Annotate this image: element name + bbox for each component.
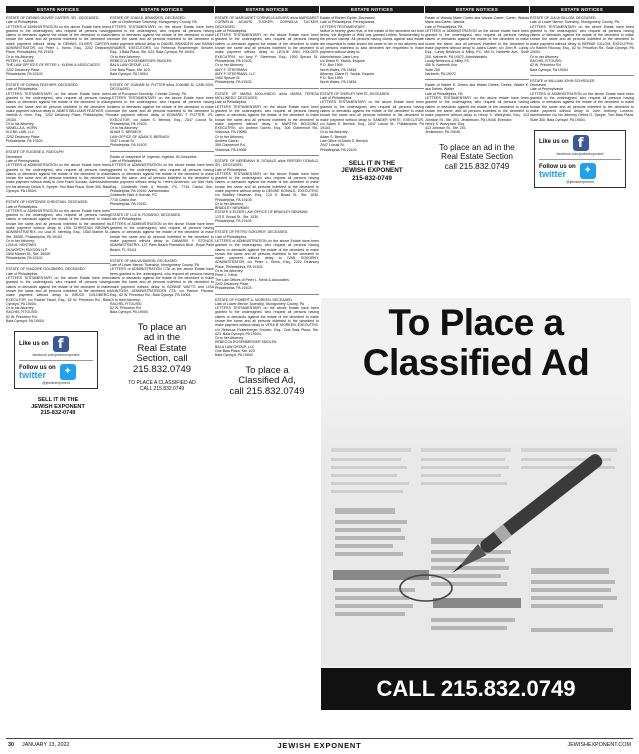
legal-notice: ESTATE OF LUZ N. ROSARIO, DECEASED. Late of Philadelphia. LETTERS of ADMINISTRATION on the above Estate have been granted to the undersigned, who request all persons having claims or demands against the estate of the decedent to make known the same and all persons indebted to the decedent to make payment without delay to DAMARIS Y. STONOS, ADMINISTRATRIX, 127 Palm Beach Plantation Blvd., Royal Palm Beach, FL 33411 [110, 213, 214, 252]
notice-list [530, 16, 634, 122]
column-6 [530, 6, 634, 188]
legal-notice: ESTATE OF DONNA FEATHER, DECEASED. Late of Philadelphia. LETTERS TESTAMENTARY on the above Estate have been granted to the undersigned, who request all persons having claims or demands against the estate of the decedent to make known the same and all persons indebted to the decedent to make payment without delay to JAMES WILLIAMS FEATHER, c/o Vanella A. Horn, Esq., 2202 Delancey Place, Philadelphia, PA 19103, Or to his Attorney: VANELLA A. HORN KLENK LAW, LLC 2202 Delancey Place Philadelphia, PA 19103 [6, 83, 110, 144]
notice-separator [215, 88, 319, 89]
twitter-wordmark: twitter [19, 370, 46, 381]
legal-notice: ESTATE OF NEREMIAH B. DONALD a/k/a REESER DONALD, SR., DECEASED. Late of Philadelphia. LETTERS TESTAMENTARY on the above Estate have been granted to the undersigned, who request all persons having claims or demands against the estate of the decedent to make known the same and all persons indebted to the decedent to make payment without delay to DENISE DONALD, EXECUTRIX, c/o Bradley Newman, Esq., 123 S. Broad St., Ste. 1030, Philadelphia, PA 19109, Or to her Attorney: BRADLEY NEWMAN ESTATE & ELDER LAW OFFICE OF BRADLEY NEWMAN 123 S. Broad St., Ste. 1030 Philadelphia, PA 19109 [215, 158, 319, 224]
notice-separator [425, 79, 529, 80]
legal-notice: ESTATE OF MARIA MOLLINEDO a/k/a MARIA TERESA MOLLINEDO, DECEASED. Late of Philadelphia. LETTERS TESTAMENTARY on the above Estate have been granted to the undersigned, who request all persons having claims or demands against the estate of the decedent to make known the same and all persons indebted to the decedent to make payment without delay to MARTHA BOGGINO, EXECUTRIX, c/o Andrew Gavrin, Esq., 306 Clairemont Rd., Villanova, PA 19085, Or to her Attorney: Andrew Gavrin 306 Clairemont Rd. Villanova, PA 19085 [215, 91, 319, 152]
legal-notice: ESTATE OF EUGENE A. RUDOLPH Deceased Late of Pennsylvania. LETTERS of ADMINISTRATION on the above Estate have been granted to the undersigned, who request all persons having claims or demands against the estate of the decedent to make known the same and all persons indebted to the decedent to make payment without delay to John Frank Sonaan, Administrator c/o his attorney Debra G. Speyer, Two Bala Plaza, Suite 300, Bala Cynwyd, PA 19004. [6, 150, 110, 193]
issue-date: JANUARY 13, 2022 [22, 742, 70, 748]
place-classified-ad: To place a Classified Ad, call 215.832.0749 [229, 364, 305, 397]
like-label: Like us on [539, 139, 569, 146]
place-classified-small: TO PLACE A CLASSIFIED AD CALL 215.832.0749 [128, 380, 196, 392]
facebook-row[interactable] [19, 336, 93, 352]
column-3 [215, 6, 319, 397]
twitter-row[interactable] [539, 163, 621, 179]
legal-notice: ESTATE of WILLIAM JOHN SCHISSLER Deceased Late of Pennsylvania LETTERS of ADMINISTRATION on the above Estate have been granted to the undersigned, who request all persons having claims or demands against the estate of the decedent to make known the same and all persons indebted to the decedent to make payment without delay to John Anthony Lorenzo, Administrator c/o his attorney Debra G. Speyer, Two Bala Plaza, Suite 300, Bala Cynwyd, PA 19004. [530, 78, 634, 122]
social-box [534, 130, 626, 188]
legal-notice: ESTATE OF HORTENSE CHRISTIAN, DECEASED. Late of Philadelphia. LETTERS of ADMINISTRATION on the above Estate have been granted to the undersigned, who request all persons having claims or demands against the estate of the decedent to make known the same and all persons indebted to the decedent to make payment without delay to LISA CHRISTIAN BROWN, ADMINISTRATRIX, c/o Lisa M. Nentwig, Esq., 1500 Market St., Ste. 3500E, Philadelphia, PA 19102, Or to her Attorney: LISA M. NENTWIG DILWORTH PAXSON LLP 1500 Market St., Ste. 3500E Philadelphia, PA 19102 [6, 200, 110, 261]
notice-list [110, 16, 214, 315]
notice-separator [6, 263, 110, 264]
legal-notice: ESTATE OF JULIA GILLOM, DECEASED. Late of Lower Merion Township, Montgomery County, PA LETTERS TESTAMENTARY on the above Estate have been granted to the undersigned, who request all persons having claims or demands against the estate of the decedent to make known the same and all persons indebted to the decedent to make payment without delay to BERNIE GILLOM, EXECUTRIX, c/o Rachel Fitoussi, Esq., 62 W. Princeton Rd., Bala Cynwyd, PA 19004, Or to her Attorney: RACHEL FITOUSSI 62 W. Princeton Rd. Bala Cynwyd, PA 19004 [530, 16, 634, 72]
column-1 [6, 6, 110, 417]
place-ad-real-estate: To place an ad in the Real Estate Section call 215.832.0749 [439, 142, 515, 171]
legal-notice: ESTATE OF JOAN D. BRANDEIS, DECEASED. Late of Cheltenham Township, Montgomery County, PA LETTERS TESTAMENTARY on the above Estate have been granted to the undersigned, who request all persons having claims or demands against the estate of the decedent to make known the same and all persons indebted to the decedent to make payment without delay to DANIEL BRANDEIS and SARAH KRAMER, EXECUTORS, c/o Rebecca Rosenberger Smolen, Esq., 1 Bala Plaza, Ste. 623, Bala Cynwyd, PA 19004, Or to their Attorney: REBECCA ROSENBERGER SMOLEN BALA LAW GROUP, LLC One Bala Plaza, Ste. 623 Bala Cynwyd, PA 19004 [110, 16, 214, 76]
place-ad-real-estate: To place an ad in the Real Estate Section, call 215.832.0749 [132, 321, 192, 375]
notice-separator [215, 226, 319, 227]
column-header: ESTATE NOTICES [530, 6, 634, 13]
banner-title: To Place a Classified Ad [362, 302, 590, 383]
facebook-icon[interactable]: f [53, 336, 69, 352]
column-header: ESTATE NOTICES [6, 6, 110, 13]
notice-separator [215, 155, 319, 156]
notice-list [215, 16, 319, 358]
twitter-handle[interactable]: @jewishexponent [566, 179, 594, 184]
twitter-row[interactable] [19, 364, 93, 380]
legal-notice: ESTATE OF JOANNE M. PUTTER a/k/a JOANNE M. CARLSON, DECEASED. Late of Pocopson Township, Chester County, PA LETTERS TESTAMENTARY on the above Estate have been granted to the undersigned, who request all persons having claims or demands against the estate of the decedent to make known the same and all persons indebted to the decedent to make payment without delay to EDWARD T. PUTTER, JR., EXECUTOR, c/o Adam S. Bernick, Esq., 2047 Locust St., Philadelphia, PA 19103, Or to his Attorney: ADAM S. BERNICK LAW OFFICE OF ADAM S. BERNICK 2047 Locust St. Philadelphia, PA 19103 [110, 83, 214, 148]
facebook-row[interactable] [539, 135, 621, 151]
notice-separator [110, 209, 214, 210]
facebook-icon[interactable]: f [573, 135, 589, 151]
notice-separator [320, 88, 424, 89]
column-header: ESTATE NOTICES [215, 6, 319, 13]
legal-notice: ESTATE OF MALVA BASKIN, DECEASED. Late of Lower Merion Township, Montgomery County, PA LETTERS of ADMINISTRATION CTA on the above Estate have been granted to the undersigned, who request all persons having claims or demands against the estate of the decedent to make known the same and all persons indebted to the decedent to make payment without delay to BONNIE WATTS and LISA McINTOSH, ADMINISTRATRICES CTA, c/o Rachel Fitoussi, Esq., 62 W. Princeton Rd., Bala Cynwyd, PA 19004, Or to their Attorney: RACHEL FITOUSSI 62 W. Princeton Rd. Bala Cynwyd, PA 19004 [110, 258, 214, 315]
social-box [14, 331, 98, 389]
classified-ad-banner [321, 298, 631, 710]
notice-separator [6, 146, 110, 147]
notice-list [425, 16, 529, 135]
legal-notice: ESTATE OF SHIRLEY WHITE, DECEASED. Late of Philadelphia. LETTERS TESTAMENTARY on the above Estate have been granted to the undersigned, who request all persons having claims or demands against the estate of the decedent to make known the same and all persons indebted to the decedent to make payment without delay to SANDER WHITE, EXECUTOR, c/o Adam S. Bernick, Esq., 2047 Locust St., Philadelphia, PA 19103, Or to his Attorney: Adam S. Bernick Law Office of Adam S. Bernick 2047 Locust St. Philadelphia, PA 19103 [320, 91, 424, 152]
notice-separator [215, 294, 319, 295]
column-4 [320, 6, 424, 182]
sell-it-box: SELL IT IN THE JEWISH EXPONENT 215-832-0749 [31, 397, 85, 417]
twitter-bird-icon[interactable]: ✦ [580, 163, 596, 179]
sell-it-box: SELL IT IN THE JEWISH EXPONENT 215-832-0749 [341, 159, 403, 182]
legal-notice: ESTATE OF PETRO SOKORNY, DECEASED. Late of Philadelphia. LETTERS of ADMINISTRATION on the above Estate have been granted to the undersigned, who request all persons having claims or demands against the estate of the decedent to make known the same and all persons indebted to the decedent to make payment without delay to IVAN SOKORNY, ADMINISTRATOR, c/o Peter L. Klenk, Esq., 2202 Delancey Place, Philadelphia, PA 19103, Or to his Attorney: Peter L. Klenk The Law Offices of Peter L. Klenk & Associates 2202 Delancey Place Philadelphia, PA 19103 [215, 230, 319, 291]
notice-separator [6, 79, 110, 80]
twitter-wordmark: twitter [539, 168, 566, 179]
column-header: ESTATE NOTICES [110, 6, 214, 13]
legal-notice: ESTATE OF DENNIS OLIVER CARTER, SR., DECEASED. Late of Philadelphia. LETTERS of ADMINISTRATION on the above Estate have been granted to the undersigned, who request all persons having claims or demands against the estate of the decedent to make known the same and all persons indebted to the decedent to make payment without delay to DENNIS OLIVER CARTER, ADMINISTRATOR, c/o Peter L. Klenk, Esq., 2202 Delancey Place, Philadelphia, PA 19103, Or to his Attorney: PETER L. KLENK THE LAW OFFICES OF PETER L. KLENK & ASSOCIATES 2202 Delancey Place Philadelphia, PA 19103 [6, 16, 110, 76]
publication-name: JEWISH EXPONENT [277, 741, 362, 750]
notice-separator [6, 196, 110, 197]
column-2 [110, 6, 214, 393]
twitter-handle[interactable]: @jewishexponent [42, 381, 70, 386]
website-url[interactable]: JEWISHEXPONENT.COM [567, 742, 631, 748]
follow-label: Follow us on [539, 163, 576, 170]
notice-separator [110, 255, 214, 256]
legal-notice: Estate of Josephine M. Ingenito, Ingenito, Bl.Josephine Late of Philadelphia. LETTERS of ADMINISTRATION on the above estate have been granted to the undersigned, who request all persons having claims or demands against the estate of the decedent to make known the same, and all persons indebted to the decedent to make payment without delay to: Helen Anderson, c/o Neil Hark, Esq., Goldsmith Hark & Hornak, PC, 7716 Castor Ave., Philadelphia, PA 19152. Administrator. Goldsmith Hark & Hornak, PC 7716 Castor Ave. Philadelphia, PA 19152 [110, 154, 214, 206]
notice-separator [530, 75, 634, 76]
follow-label: Follow us on [19, 365, 56, 372]
legal-notice: Estate of Wanda Marie Carter aka Wanda Carter; Carter, Wanda Marie aka Carter, Wanda Late of Philadelphia, PA LETTERS of ADMINISTRATION on the above estate have been granted to the undersigned, who request all persons having claims or demands against the estate of the decedent to make known the same, and all persons indebted to the decedent to make payment without delay to Jakira Carter, c/o John R. Lundy, Esq., Lundy Beldecos & Milby, PC, 450 N. Narberth Ave., Suite 200, Narberth, PA 19072, Administratrix. Lundy Beldecos & Milby, PC 450 N. Narberth Ave. Suite 200 Narberth, PA 19072 [425, 16, 529, 76]
legal-notice: ESTATE OF ISADORE GOLDBERG, DECEASED. Late of Philadelphia. LETTERS TESTAMENTARY on the above Estate have been granted to the undersigned, who request all persons having claims or demands against the estate of the decedent to make known the same and all persons indebted to the decedent to make payment without delay to BRUCE GOLDBERG, EXECUTOR, c/o Rachel Fissel, Esq., 62 W. Princeton Rd., Bala Cynwyd, PA 19004, Or to his Attorney: RACHEL FITOUSSI 62 W. Princeton Rd. Bala Cynwyd, PA 19004 [6, 267, 110, 323]
legal-notice: ESTATE OF ROBERT A. MOREEN, DECEASED. Late of Lower Merion Township, Montgomery County, PA LETTERS TESTAMENTARY on the above Estate have been granted to the undersigned, who request all persons having claims or demands against the estate of the decedent to make known the same and all persons indebted to the decedent to make payment without delay to VERA B. MOREEN, EXECUTRIX, c/o Rebecca Rosenberger Smolen, Esq., One Bala Plaza, Ste. 623, Bala Cynwyd, PA 19004, Or to her Attorney: REBECCA ROSENBERGER SMOLEN BALA LAW GROUP, LLC One Bala Plaza, Ste. 623 Bala Cynwyd, PA 19004 [215, 297, 319, 358]
newspaper-pen-illustration [321, 388, 631, 666]
facebook-url[interactable]: facebook.com/jewishexponent [32, 353, 80, 358]
like-label: Like us on [19, 340, 49, 347]
legal-notice: Estate of Robert Eipher, Deceased Late of Philadelphia, Pennsylvania LETTERS TESTAMENTARY Notice is hereby given that, in the estate of the decedent set forth below, the Register of Wills has granted Letters Testamentary to the person named. All persons having claims against said estate are requested to make known the same to her or her attorney and all persons indebted to said decedent are requested to make payment without delay to: Administrator, Jane Levy c/o Diane R. Yaciuk, Esquire P.O. Box 1999 North Wales, PA 19454 Attorney: Diane R. Yaciuk, Esquire P.O. Box 1999 North Wales, PA 19454 [320, 16, 424, 85]
notice-separator [110, 151, 214, 152]
legal-notice: Estate of Walter K. Debes aka Walter Debes; Debes, Walter K. aka Debes, Walter Late of Philadelphia, PA LETTERS TESTAMENTARY on the above estate have been granted to the undersigned, who request all persons having claims or demands against the estate of the decedent to make known the same, and all persons indebted to the decedent to make payment without delay to Henry S. Warzynski, Esq., 413 Johnson St., Ste. 201, Jenkintown, PA 19046, Executor. Henry S. Warzynski, Esq. 413 Johnson St., Ste. 201 Jenkintown, PA 19046 [425, 83, 529, 135]
notice-list [6, 16, 110, 323]
notice-separator [110, 79, 214, 80]
notice-list [320, 16, 424, 152]
facebook-url[interactable]: facebook.com/jewishexponent [556, 151, 604, 156]
twitter-bird-icon[interactable]: ✦ [60, 364, 76, 380]
call-banner[interactable]: CALL 215.832.0749 [321, 668, 631, 710]
page-number: 30 [8, 742, 14, 748]
page-footer [0, 738, 639, 754]
column-header: ESTATE NOTICES [425, 6, 529, 13]
column-5 [425, 6, 529, 171]
column-header: ESTATE NOTICES [320, 6, 424, 13]
legal-notice: ESTATE OF MARGARET CORNELIA AGUIRS a/k/a MARGARET CORNELIA AGUIRS TUCKER, CORNELIA TUCKER, DECEASED. Late of Philadelphia. LETTERS TESTAMENTARY on the above Estate have been granted to the undersigned, who request all persons having claims or demands against the estate of the decedent to make known the same and all persons indebted to the decedent to make payment without delay to LESLIE ANN HOLDER, EXECUTRIX, c/o Amy F. Steerman, Esq., 1900 Spruce St., Philadelphia, PA 19103, Or to her Attorney: AMY F. STEERMAN AMY F. STEERMAN, LLC 1900 Spruce St. Philadelphia, PA 19103 [215, 16, 319, 85]
